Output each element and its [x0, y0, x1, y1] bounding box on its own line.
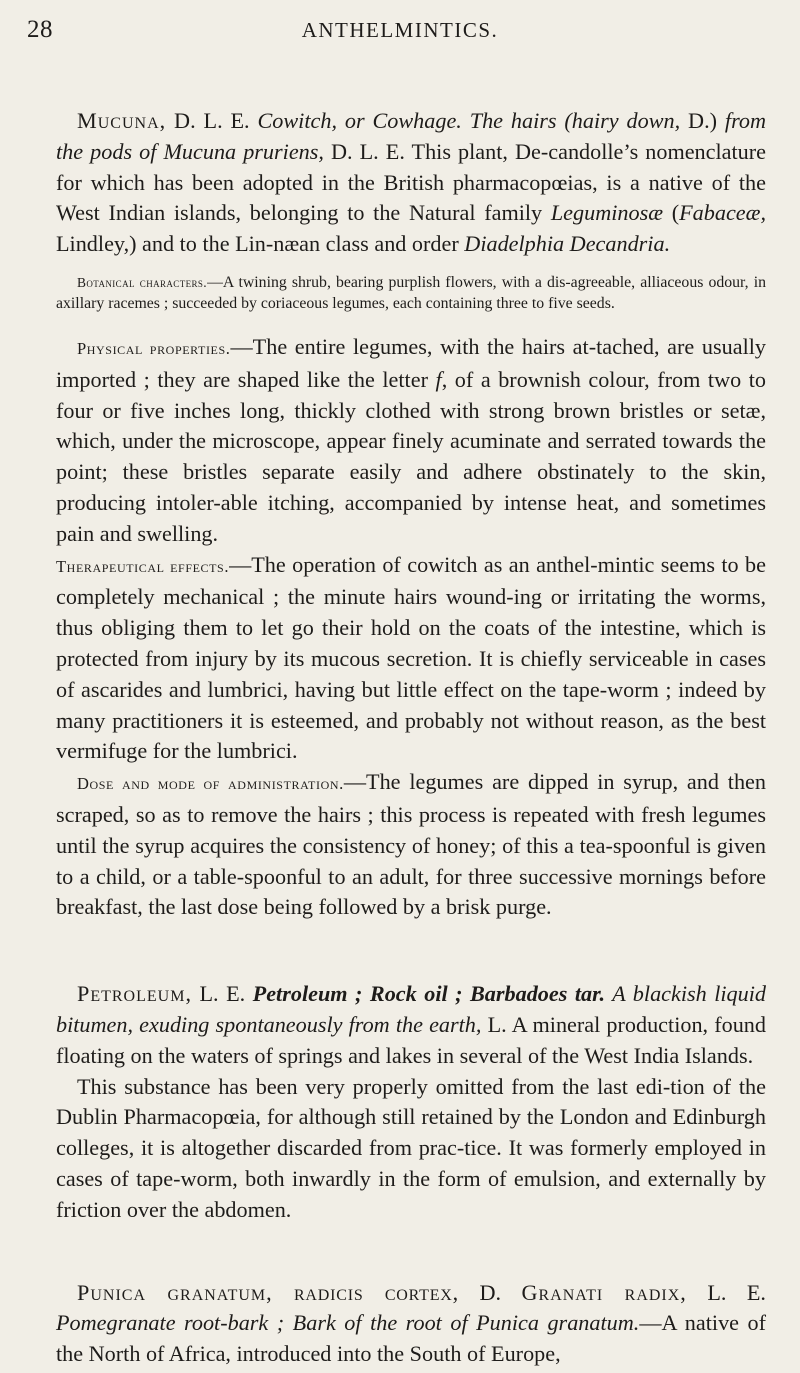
page-body	[56, 106, 766, 1370]
physical-properties	[56, 332, 766, 550]
mucuna-text-3: Lindley,) and to the Lin-næan class and order	[56, 231, 465, 257]
botanical-text: —A twining shrub, bearing purplish flowers, with a dis-agreeable, alliaceous odour, in axillary racemes ; succeeded by coriaceous legumes, each containing three to five seeds.	[56, 273, 766, 312]
page-number: 28	[27, 16, 53, 43]
petroleum-authorities: L. E.	[192, 981, 253, 1007]
punica-heading: Punica granatum,	[77, 1279, 273, 1305]
punica-entry	[56, 1278, 766, 1370]
letter-f: f	[435, 366, 442, 392]
petroleum-heading: Petroleum,	[77, 981, 192, 1007]
dose-administration	[56, 767, 766, 923]
mucuna-hairs-note: The hairs (hairy down,	[461, 108, 689, 133]
mucuna-common-names: Cowitch, or Cowhage.	[257, 108, 462, 133]
physical-label: Physical properties.	[77, 338, 231, 358]
therapeutical-effects	[56, 550, 766, 768]
page-header	[0, 16, 800, 56]
mucuna-authorities: D. L. E.	[166, 108, 258, 133]
section-gap	[56, 1226, 766, 1278]
botanical-characters	[56, 272, 766, 314]
punica-cortex: radicis cortex,	[272, 1279, 459, 1305]
section-gap	[56, 923, 766, 979]
mucuna-text-2: (	[663, 200, 680, 226]
petroleum-text-1: A mineral production, found floating on the waters of springs and lakes in several of the West India Islands.	[56, 1011, 766, 1068]
mucuna-text-1: D. L. E. This plant, De-candolle’s nomenclature for which has been adopted in the British pharmacopœias, is a native of the West Indian islands, belonging to the Natural family	[56, 138, 766, 226]
physical-text-2: , of a brownish colour, from two to four or five inches long, thickly clothed with strong brown bristles or setæ, which, under the microscope, appear finely acuminate and serrated towards the point; these bristles separate easily and adhere obstinately to the skin, producing intoler-able itching, accompanied by intense heat, and sometimes pain and swelling.	[56, 366, 766, 546]
dose-text: —The legumes are dipped in syrup, and then scraped, so as to remove the hairs ; this process is repeated with fresh legumes until the syrup acquires the consistency of honey; of this a tea-spoonful is given to a child, or a table-spoonful to an adult, for three successive mornings before breakfast, the last dose being followed by a brisk purge.	[56, 769, 766, 920]
mucuna-d-abbrev: D.)	[688, 108, 718, 133]
mucuna-heading: Mucuna,	[77, 108, 167, 133]
therapeutical-label: Therapeutical effects.	[56, 556, 230, 576]
petroleum-synonyms: Petroleum ; Rock oil ; Barbadoes tar.	[252, 981, 606, 1007]
petroleum-def-auth: L.	[481, 1011, 507, 1037]
mucuna-family-2: Fabaceæ,	[679, 200, 766, 226]
mucuna-order: Diadelphia Decandria.	[464, 231, 671, 257]
mucuna-source: from the pods of Mucuna pruriens,	[56, 108, 766, 164]
mucuna-entry	[56, 106, 766, 260]
punica-text-1: —A native of the North of Africa, introduced into the South of Europe,	[56, 1310, 767, 1367]
punica-auth-2: L. E.	[686, 1279, 766, 1305]
botanical-label: Botanical characters.	[77, 274, 208, 290]
running-title: ANTHELMINTICS.	[301, 18, 499, 42]
petroleum-text-2: This substance has been very properly omitted from the last edi-tion of the Dublin Pharmacopœia, for although still retained by the London and Edinburgh colleges, it is altogether discarded from prac-tice. It was formerly employed in cases of tape-worm, both inwardly in the form of emulsion, and externally by friction over the abdomen.	[56, 1073, 766, 1222]
dose-label: Dose and mode of administration.	[77, 774, 344, 794]
petroleum-definition: A blackish liquid bitumen, exuding spontaneously from the earth,	[56, 981, 767, 1037]
physical-text-1: —The entire legumes, with the hairs at-tached, are usually imported ; they are shaped like the letter	[56, 333, 766, 392]
punica-auth-1: D.	[459, 1279, 522, 1305]
punica-common: Pomegranate root-bark ; Bark of the root of Punica granatum.	[56, 1310, 640, 1336]
petroleum-entry	[56, 979, 766, 1071]
mucuna-family-1: Leguminosæ	[550, 200, 664, 226]
granati-heading: Granati radix,	[521, 1279, 687, 1305]
petroleum-paragraph	[56, 1072, 766, 1226]
therapeutical-text: —The operation of cowitch as an anthel-mintic seems to be completely mechanical ; the minute hairs wound-ing or irritating the worms, thus obliging them to let go their hold on the coats of the intestine, which is protected from injury by its mucous secretion. It is chiefly serviceable in cases of ascarides and lumbrici, having but little effect on the tape-worm ; indeed by many practitioners it is esteemed, and probably not without reason, as the best vermifuge for the lumbrici.	[56, 551, 766, 764]
